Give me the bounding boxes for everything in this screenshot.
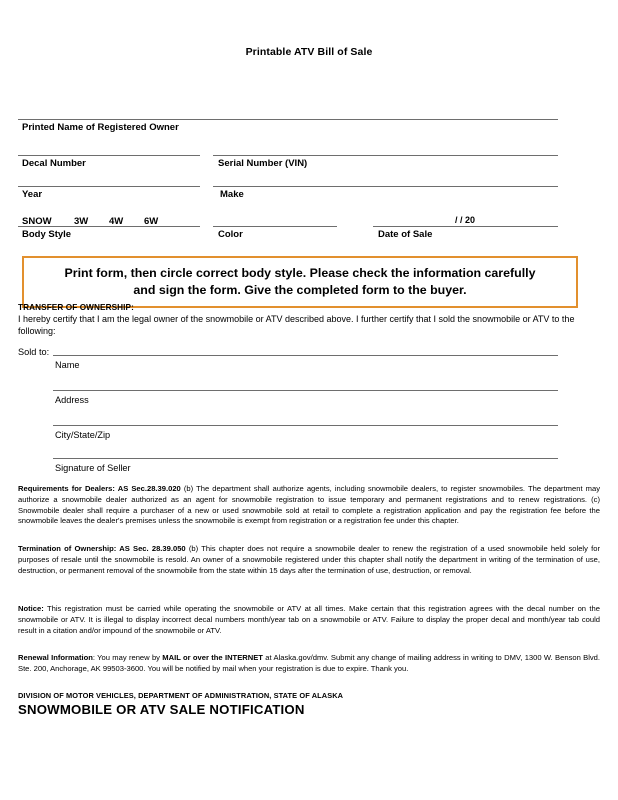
make-rule: [213, 186, 558, 187]
sold-to-city-state-zip-rule: [53, 425, 558, 426]
year-rule: [18, 186, 200, 187]
sold-to-label: Sold to:: [18, 347, 50, 357]
legal-requirements-heading: Requirements for Dealers: AS Sec.28.39.020: [18, 484, 181, 493]
decal-number-rule: [18, 155, 200, 156]
body-style-label: Body Style: [22, 229, 72, 240]
legal-renewal-part-1: : You may renew by: [92, 653, 163, 662]
legal-renewal-information: [18, 653, 600, 675]
date-of-sale-marks: / / 20: [455, 215, 476, 225]
body-style-option-3w[interactable]: 3W: [74, 216, 89, 227]
sold-to-name-label: Name: [55, 360, 80, 370]
signature-of-seller-rule: [53, 458, 558, 459]
footer-form-name: SNOWMOBILE OR ATV SALE NOTIFICATION: [18, 702, 305, 717]
legal-requirements-for-dealers: [18, 484, 600, 527]
callout-line-2: and sign the form. Give the completed form to the buyer.: [133, 282, 467, 297]
registered-owner-label: Printed Name of Registered Owner: [22, 122, 179, 133]
make-label: Make: [220, 189, 244, 200]
legal-notice: [18, 604, 600, 636]
sold-to-name-rule: [53, 355, 558, 356]
body-style-option-snow[interactable]: SNOW: [22, 216, 52, 227]
legal-termination-of-ownership: [18, 544, 600, 576]
legal-renewal-part-2: at Alaska.gov/dmv. Submit any change of mailing address in writing to DMV, 1300 W. Benson Blvd. Ste. 200, Anchorage, AK 99503-3600. You will be notified by mail when your registration is due to expire. Thank you.: [18, 653, 601, 673]
legal-requirements-body: (b) The department shall authorize agents, including snowmobile dealers, to register snowmobiles. The department may authorize a snowmobile dealer authorized as an agent for snowmobile registration to issue temporary and permanent registrations and to renew registrations. (c) Snowmobile dealer shall require a purchaser of a new or used snowmobile sold at retail to complete a registration application and pay the registration fee before the snowmobile leaves the dealer's premises unless the snowmobile is exempt from registration or a registration fee under this chapter.: [18, 484, 601, 526]
year-label: Year: [22, 189, 43, 200]
registered-owner-rule: [18, 119, 558, 120]
signature-of-seller-label: Signature of Seller: [55, 463, 131, 473]
legal-termination-body: (b) This chapter does not require a snowmobile dealer to renew the registration of a used snowmobile held solely for purposes of resale until the snowmobile is resold. An owner of a snowmobile registered under this chapter shall notify the department in writing of the termination of use, destruction, or permanent removal of the snowmobile from the state within 15 days after the termination of use, destruction, or removal.: [18, 544, 600, 575]
sold-to-address-label: Address: [55, 395, 89, 405]
footer-agency: DIVISION OF MOTOR VEHICLES, DEPARTMENT OF ADMINISTRATION, STATE OF ALASKA: [18, 691, 344, 700]
color-label: Color: [218, 229, 243, 240]
date-of-sale-label: Date of Sale: [378, 229, 433, 240]
transfer-of-ownership-body: I hereby certify that I am the legal owner of the snowmobile or ATV described above. I further certify that I sold the snowmobile or ATV to the following:: [18, 314, 575, 336]
callout-line-1: Print form, then circle correct body style. Please check the information carefully: [64, 266, 536, 280]
legal-notice-body: This registration must be carried while operating the snowmobile or ATV at all times. Make certain that this registration agrees with the decal number on the snowmobile or ATV. It is illegal to display incorrect decal numbers month/year tab on a snowmobile or ATV. Failure to display the proper decal and month/year tab could result in a citation and/or impound of the snowmobile or ATV.: [18, 604, 600, 635]
page-title: Printable ATV Bill of Sale: [245, 46, 373, 58]
legal-renewal-heading: Renewal Information: [18, 653, 93, 662]
date-of-sale-rule: [373, 226, 558, 227]
color-rule: [213, 226, 337, 227]
sold-to-city-state-zip-label: City/State/Zip: [55, 430, 111, 440]
transfer-of-ownership-heading: TRANSFER OF OWNERSHIP:: [18, 303, 134, 312]
serial-number-label: Serial Number (VIN): [218, 158, 308, 169]
legal-notice-heading: Notice:: [18, 604, 44, 613]
body-style-option-6w[interactable]: 6W: [144, 216, 159, 227]
legal-termination-heading: Termination of Ownership: AS Sec. 28.39.050: [18, 544, 186, 553]
serial-number-rule: [213, 155, 558, 156]
body-style-rule: [18, 226, 200, 227]
legal-renewal-emphasis: MAIL or over the INTERNET: [162, 653, 263, 662]
sold-to-address-rule: [53, 390, 558, 391]
decal-number-label: Decal Number: [22, 158, 86, 169]
instructions-callout: [22, 256, 578, 308]
body-style-option-4w[interactable]: 4W: [109, 216, 124, 227]
